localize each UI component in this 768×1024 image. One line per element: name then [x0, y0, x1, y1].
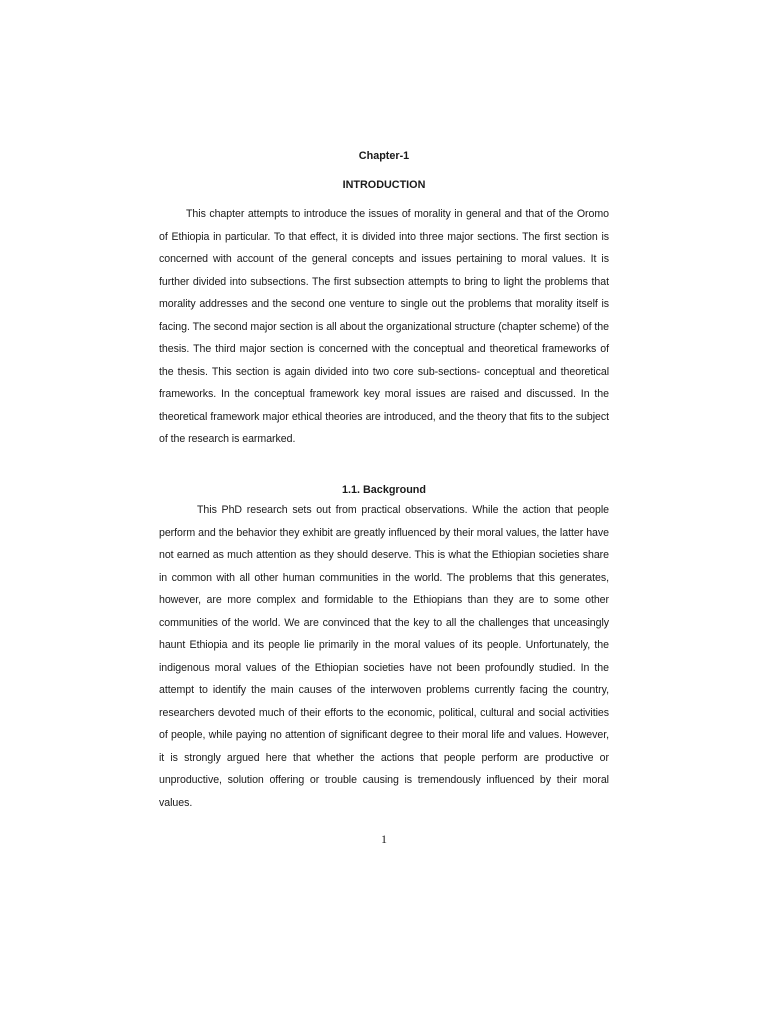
- section-heading-background: 1.1. Background: [342, 484, 426, 496]
- background-section: [159, 499, 609, 814]
- background-paragraph: This PhD research sets out from practical observations. While the action that people perform and the behavior they exhibit are greatly influenced by their moral values, the latter have not earned as much attention as they should deserve. This is what the Ethiopian societies share in common with all other human communities in the world. The problems that this generates, however, are more complex and formidable to the Ethiopians than they are to some other communities of the world. We are convinced that the key to all the challenges that unceasingly haunt Ethiopia and its people lie primarily in the moral values of its people. Unfortunately, the indigenous moral values of the Ethiopian societies have not been profoundly studied. In the attempt to identify the main causes of the interwoven problems currently facing the country, researchers devoted much of their efforts to the economic, political, cultural and social activities of people, while paying no attention of significant degree to their moral life and values. However, it is strongly argued here that whether the actions that people perform are productive or unproductive, solution offering or trouble causing is tremendously influenced by their moral values.: [159, 504, 609, 809]
- intro-section: [159, 203, 609, 451]
- intro-paragraph: This chapter attempts to introduce the issues of morality in general and that of the Oromo of Ethiopia in particular. To that effect, it is divided into three major sections. The first section is concerned with account of the general concepts and issues pertaining to moral values. It is further divided into subsections. The first subsection attempts to bring to light the problems that morality addresses and the second one venture to single out the problems that morality itself is facing. The second major section is all about the organizational structure (chapter scheme) of the thesis. The third major section is concerned with the conceptual and theoretical frameworks of the thesis. This section is again divided into two core sub-sections- conceptual and theoretical frameworks. In the conceptual framework key moral issues are raised and discussed. In the theoretical framework major ethical theories are introduced, and the theory that fits to the subject of the research is earmarked.: [159, 208, 609, 445]
- chapter-title: INTRODUCTION: [342, 179, 426, 191]
- chapter-label: Chapter-1: [358, 150, 410, 162]
- page-number: 1: [381, 832, 387, 846]
